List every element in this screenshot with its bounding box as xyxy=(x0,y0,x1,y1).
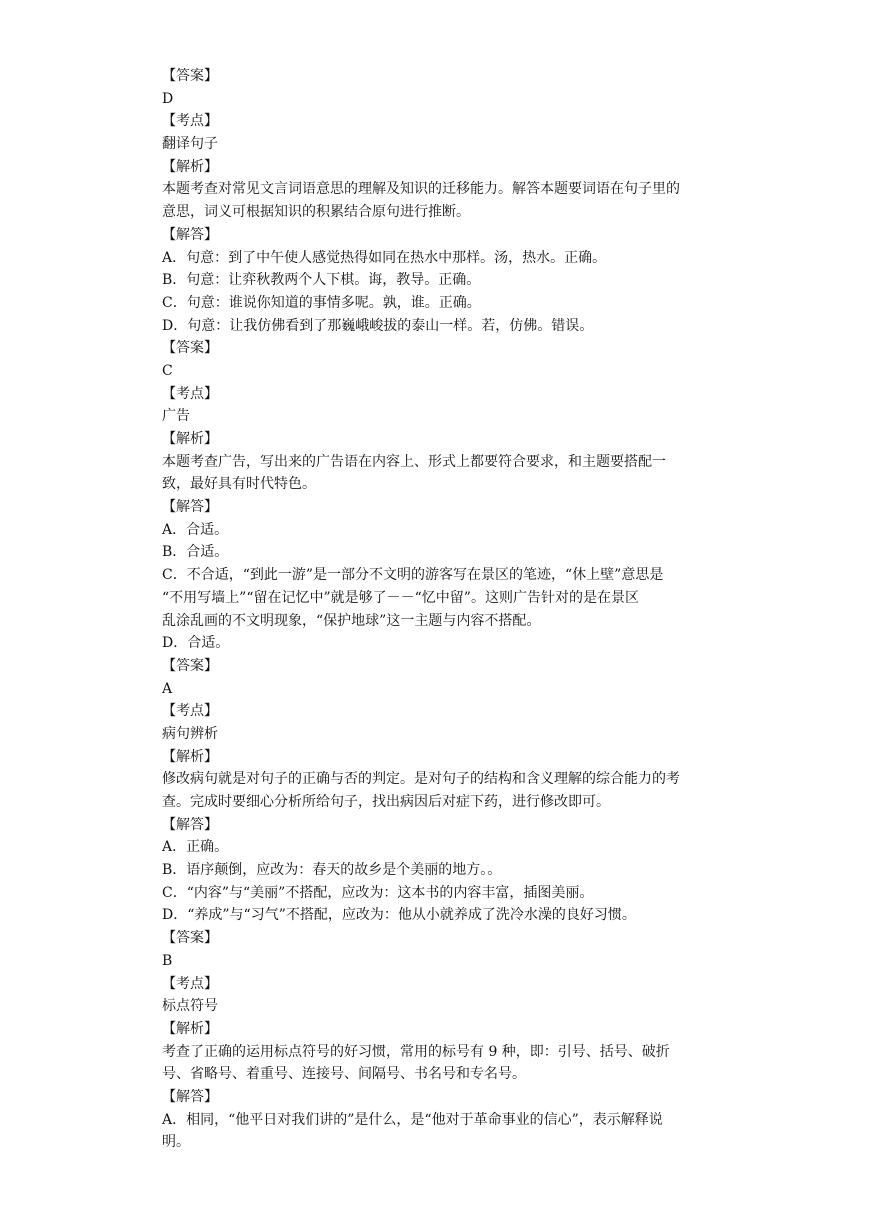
text-line: C xyxy=(162,362,173,379)
text-line: 本题考查广告，写出来的广告语在内容上、形式上都要符合要求，和主题要搭配一 xyxy=(162,453,666,470)
text-line: B．句意：让弈秋教两个人下棋。诲，教导。正确。 xyxy=(162,272,481,289)
text-line: 明。 xyxy=(162,1134,190,1151)
text-line: 致，最好具有时代特色。 xyxy=(162,476,316,493)
section-heading: 【解答】 xyxy=(162,226,218,243)
text-line: 号、省略号、着重号、连接号、间隔号、书名号和专名号。 xyxy=(162,1066,526,1083)
section-heading: 【解答】 xyxy=(162,816,218,833)
section-heading: 【解析】 xyxy=(162,158,218,175)
section-heading: 【解答】 xyxy=(162,1088,218,1105)
text-line: 病句辨析 xyxy=(162,725,218,742)
text-line: “不用写墙上”“留在记忆中”就是够了－－“忆中留”。这则广告针对的是在景区 xyxy=(162,589,639,606)
document-body xyxy=(162,65,742,1154)
text-line: D．“养成”与“习气”不搭配，应改为：他从小就养成了洗冷水澡的良好习惯。 xyxy=(162,907,636,924)
section-heading: 【解析】 xyxy=(162,1020,218,1037)
section-heading: 【答案】 xyxy=(162,68,218,84)
text-line: 意思，词义可根据知识的积累结合原句进行推断。 xyxy=(162,204,470,221)
text-line: A．合适。 xyxy=(162,521,229,538)
section-heading: 【解答】 xyxy=(162,499,218,516)
text-line: 广告 xyxy=(162,408,190,425)
text-line: D．合适。 xyxy=(162,635,230,652)
section-heading: 【考点】 xyxy=(162,703,218,720)
section-heading: 【解析】 xyxy=(162,431,218,447)
text-line: 标点符号 xyxy=(162,998,218,1015)
text-line: C．不合适，“到此一游”是一部分不文明的游客写在景区的笔迹，“休上壁”意思是 xyxy=(162,567,664,584)
text-line: A．相同，“他平日对我们讲的”是什么，是“他对于革命事业的信心”，表示解释说 xyxy=(162,1111,663,1128)
text-line: D．句意：让我仿佛看到了那巍峨峻拔的泰山一样。若，仿佛。错误。 xyxy=(162,317,594,334)
text-line: B．合适。 xyxy=(162,544,229,561)
section-heading: 【解析】 xyxy=(162,748,218,765)
text-line: A．句意：到了中午使人感觉热得如同在热水中那样。汤，热水。正确。 xyxy=(162,249,607,266)
text-line: 乱涂乱画的不文明现象，“保护地球”这一主题与内容不搭配。 xyxy=(162,612,541,629)
text-line: 考查了正确的运用标点符号的好习惯，常用的标号有 9 种，即：引号、括号、破折 xyxy=(162,1043,670,1060)
section-heading: 【答案】 xyxy=(162,340,218,357)
text-line: C．“内容”与“美丽”不搭配，应改为：这本书的内容丰富，插图美丽。 xyxy=(162,884,594,901)
text-line: 翻译句子 xyxy=(162,136,218,153)
text-line: B xyxy=(162,952,173,969)
text-line: C．句意：谁说你知道的事情多呢。孰，谁。正确。 xyxy=(162,294,481,311)
section-heading: 【考点】 xyxy=(162,385,218,402)
text-line: 本题考查对常见文言词语意思的理解及知识的迁移能力。解答本题要词语在句子里的 xyxy=(162,181,680,198)
text-line: B．语序颠倒，应改为：春天的故乡是个美丽的地方。。 xyxy=(162,862,502,879)
text-line: A．正确。 xyxy=(162,839,229,856)
section-heading: 【答案】 xyxy=(162,930,218,947)
text-line: 查。完成时要细心分析所给句子，找出病因后对症下药，进行修改即可。 xyxy=(162,794,610,810)
text-line: 修改病句就是对句子的正确与否的判定。是对句子的结构和含义理解的综合能力的考 xyxy=(162,771,680,788)
text-line: A xyxy=(162,680,173,697)
section-heading: 【考点】 xyxy=(162,975,218,992)
section-heading: 【考点】 xyxy=(162,113,218,130)
text-line: D xyxy=(162,90,174,107)
section-heading: 【答案】 xyxy=(162,657,218,674)
